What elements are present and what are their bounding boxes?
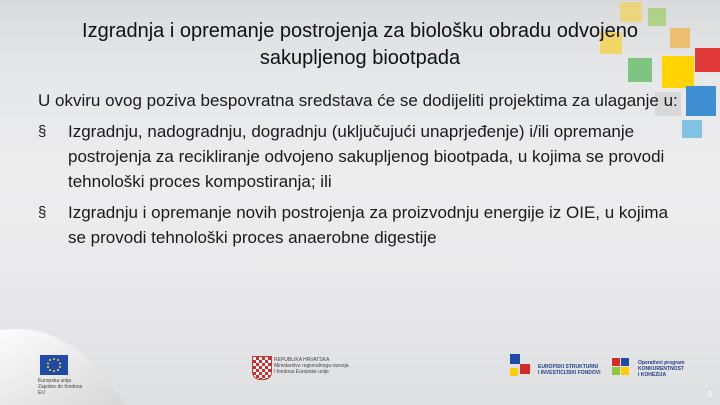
bullet-mark: § (38, 204, 47, 221)
ministry-line-1: REPUBLIKA HRVATSKA (274, 357, 330, 363)
op-line-3: I KOHEZIJA (638, 372, 667, 378)
eu-caption-line-2: Zajedno do fondova EU (38, 384, 83, 396)
ministry-line-3: i fondova Europske unije (274, 369, 329, 375)
bullet-item (38, 200, 678, 250)
op-caption (638, 360, 698, 378)
eu-caption-line-1: Europska unija (38, 378, 72, 384)
ministry-line-2: Ministarstvo regionalnoga razvoja (274, 363, 349, 369)
op-line-1: Operativni program (638, 360, 685, 366)
croatia-coat-of-arms-logo (252, 356, 272, 380)
op-line-2: KONKURENTNOST (638, 366, 684, 372)
esif-caption (538, 364, 608, 376)
bullet-text: Izgradnju i opremanje novih postrojenja za proizvodnju energije iz OIE, u kojima se provodi tehnološki proces anaerobne digestije (68, 203, 669, 247)
page-number: 3 (707, 390, 712, 399)
esif-line-1: EUROPSKI STRUKTURNI (538, 364, 599, 370)
bullet-item (38, 119, 678, 194)
bullet-text: Izgradnju, nadogradnju, dogradnju (uključujući unaprjeđenje) i/ili opremanje postrojenja za recikliranje odvojeno sakupljenog biootpada, u kojima se provodi tehnološki proces kompostiranja; ili (68, 122, 665, 191)
footer-logos (0, 340, 720, 405)
intro-text: U okviru ovog poziva bespovratna sredstava će se dodijeliti projektima za ulaganje u: (38, 91, 678, 110)
title-line-1: Izgradnja i opremanje postrojenja za biološku obradu odvojeno (82, 20, 638, 42)
eu-flag-logo (40, 355, 68, 375)
eu-caption (38, 378, 88, 396)
slide-body (38, 88, 678, 256)
esif-line-2: I INVESTICIJSKI FONDOVI (538, 370, 601, 376)
eu-stars-icon (40, 355, 68, 375)
ministry-caption (274, 357, 394, 375)
bullet-mark: § (38, 123, 47, 140)
title-line-2: sakupljenog biootpada (259, 47, 461, 69)
slide-title (30, 18, 690, 72)
op-logo-icon (612, 358, 630, 376)
esif-logo-icon (510, 354, 536, 380)
